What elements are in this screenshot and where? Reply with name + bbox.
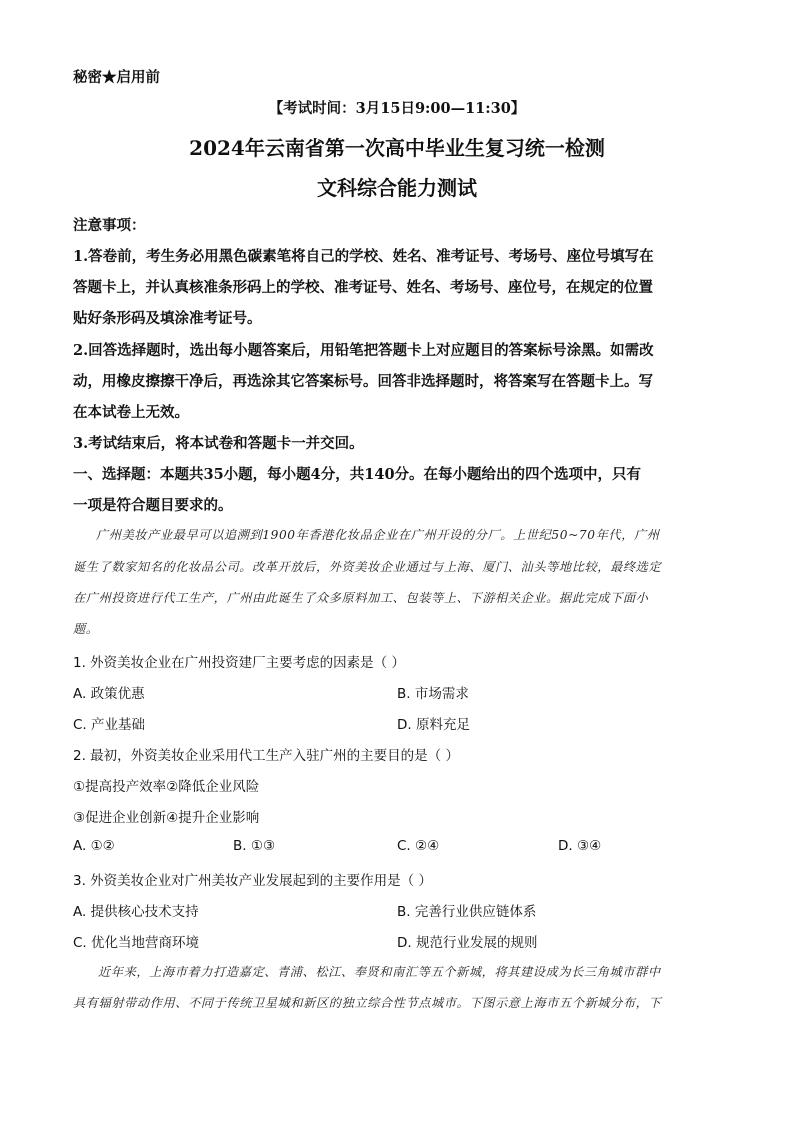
- confidential-label: 秘密★启用前: [73, 69, 160, 86]
- option-d[interactable]: D. ③④: [558, 838, 602, 854]
- option-c[interactable]: C. 产业基础: [73, 717, 146, 733]
- exam-time: 【考试时间：3月15日9:00—11:30】: [268, 100, 526, 117]
- notes-line: 2.回答选择题时，选出每小题答案后，用铅笔把答题卡上对应题目的答案标号涂黑。如需改: [73, 342, 654, 359]
- material-line: 诞生了数家知名的化妆品公司。改革开放后，外资美妆企业通过与上海、厦门、汕头等地比较，最终选定: [73, 560, 662, 574]
- question-stem: 3. 外资美妆企业对广州美妆产业发展起到的主要作用是（ ）: [73, 873, 432, 889]
- option-a[interactable]: A. 政策优惠: [73, 686, 145, 702]
- exam-subtitle: 文科综合能力测试: [317, 176, 477, 200]
- option-b[interactable]: B. 市场需求: [397, 686, 469, 702]
- notes-line: 动，用橡皮擦擦干净后，再选涂其它答案标号。回答非选择题时，将答案写在答题卡上。写: [73, 373, 653, 390]
- notes-line: 3.考试结束后，将本试卷和答题卡一并交回。: [73, 435, 364, 452]
- material-line: 具有辐射带动作用、不同于传统卫星城和新区的独立综合性节点城市。下图示意上海市五个新城分布，下: [73, 996, 662, 1010]
- question-stem: 1. 外资美妆企业在广州投资建厂主要考虑的因素是（ ）: [73, 655, 405, 671]
- option-b[interactable]: B. ①③: [233, 838, 276, 854]
- question-statement: ①提高投产效率②降低企业风险: [73, 779, 260, 795]
- option-d[interactable]: D. 规范行业发展的规则: [397, 935, 538, 951]
- material-line: 在广州投资进行代工生产，广州由此诞生了众多原料加工、包装等上、下游相关企业。据此完成下面小: [73, 591, 649, 605]
- option-b[interactable]: B. 完善行业供应链体系: [397, 904, 537, 920]
- notes-line: 贴好条形码及填涂准考证号。: [73, 310, 262, 327]
- option-a[interactable]: A. 提供核心技术支持: [73, 904, 199, 920]
- notes-line: 答题卡上，并认真核准条形码上的学校、准考证号、姓名、考场号、座位号，在规定的位置: [73, 279, 653, 296]
- notes-heading: 注意事项：: [73, 217, 146, 234]
- option-c[interactable]: C. 优化当地营商环境: [73, 935, 200, 951]
- material-line: 题。: [73, 622, 99, 636]
- exam-title: 2024年云南省第一次高中毕业生复习统一检测: [189, 136, 605, 160]
- section-heading: 一项是符合题目要求的。: [73, 497, 233, 514]
- option-a[interactable]: A. ①②: [73, 838, 115, 854]
- section-heading: 一、选择题：本题共35小题，每小题4分，共140分。在每小题给出的四个选项中，只有: [73, 466, 642, 483]
- question-stem: 2. 最初，外资美妆企业采用代工生产入驻广州的主要目的是（ ）: [73, 748, 459, 764]
- material-line: 近年来，上海市着力打造嘉定、青浦、松江、奉贤和南汇等五个新城，将其建设成为长三角城市群中: [98, 965, 661, 979]
- question-statement: ③促进企业创新④提升企业影响: [73, 810, 260, 826]
- option-d[interactable]: D. 原料充足: [397, 717, 470, 733]
- option-c[interactable]: C. ②④: [397, 838, 440, 854]
- notes-line: 在本试卷上无效。: [73, 404, 189, 421]
- notes-line: 1.答卷前，考生务必用黑色碳素笔将自己的学校、姓名、准考证号、考场号、座位号填写在: [73, 248, 654, 265]
- material-line: 广州美妆产业最早可以追溯到1900年香港化妆品企业在广州开设的分厂。上世纪50~70年代，广州: [96, 528, 660, 542]
